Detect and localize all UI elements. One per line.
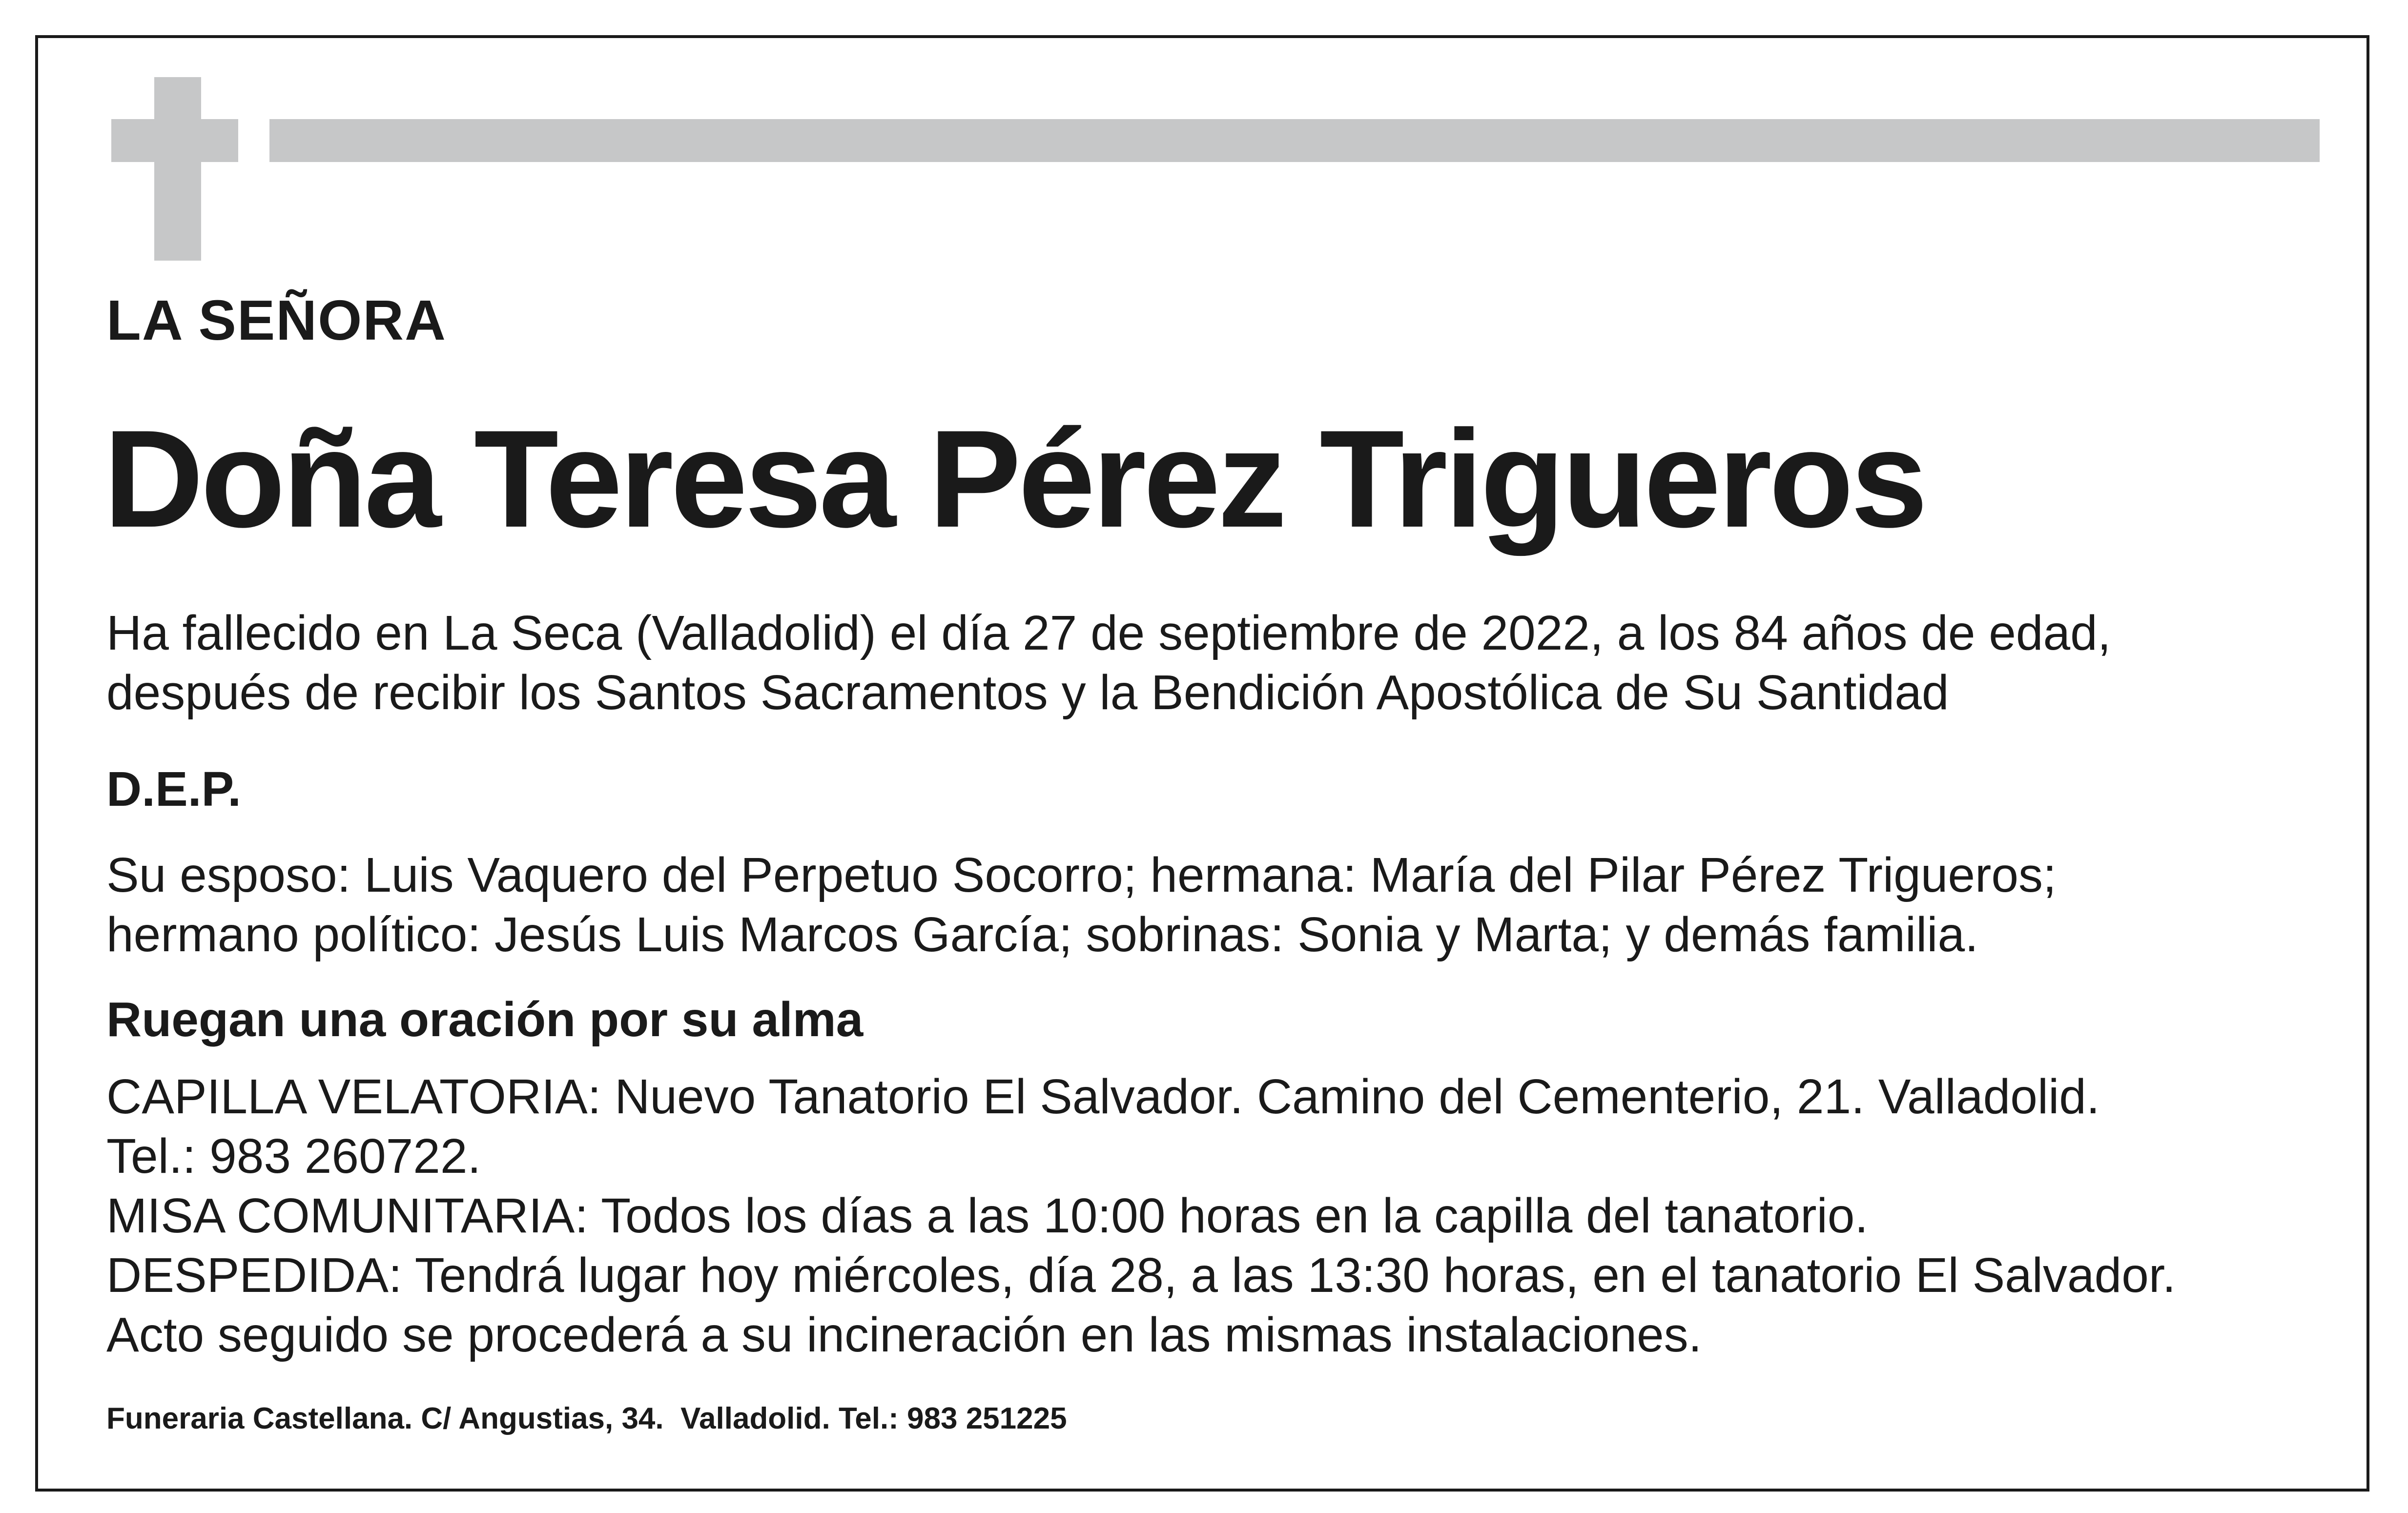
deceased-name: Doña Teresa Pérez Trigueros	[103, 402, 1925, 556]
details-line: Tel.: 983 260722.	[106, 1129, 481, 1184]
announcement-line: después de recibir los Santos Sacramentos y la Bendición Apostólica de Su Santidad	[106, 665, 1949, 720]
family-list	[106, 845, 2057, 964]
service-details	[106, 1067, 2176, 1365]
details-line: CAPILLA VELATORIA: Nuevo Tanatorio El Salvador. Camino del Cementerio, 21. Valladolid.	[106, 1069, 2100, 1124]
cross-icon-arm	[111, 119, 238, 162]
family-line: Su esposo: Luis Vaquero del Perpetuo Socorro; hermana: María del Pilar Pérez Trigueros;	[106, 848, 2057, 902]
title-prefix: LA SEÑORA	[106, 288, 447, 352]
announcement-line: Ha fallecido en La Seca (Valladolid) el día 27 de septiembre de 2022, a los 84 años de edad,	[106, 606, 2111, 660]
details-line: DESPEDIDA: Tendrá lugar hoy miércoles, día 28, a las 13:30 horas, en el tanatorio El Salvador.	[106, 1248, 2176, 1303]
cross-icon	[154, 77, 201, 261]
details-line: Acto seguido se procederá a su incineración en las mismas instalaciones.	[106, 1308, 1702, 1362]
prayer-request: Ruegan una oración por su alma	[106, 992, 864, 1047]
family-line: hermano político: Jesús Luis Marcos García; sobrinas: Sonia y Marta; y demás familia.	[106, 907, 1978, 962]
header-rule	[269, 119, 2320, 162]
details-line: MISA COMUNITARIA: Todos los días a las 10:00 horas en la capilla del tanatorio.	[106, 1188, 1869, 1243]
rip-line: D.E.P.	[106, 762, 242, 817]
announcement	[106, 603, 2111, 722]
funeral-home-footer: Funeraria Castellana. C/ Angustias, 34. Valladolid. Tel.: 983 251225	[106, 1402, 1067, 1435]
